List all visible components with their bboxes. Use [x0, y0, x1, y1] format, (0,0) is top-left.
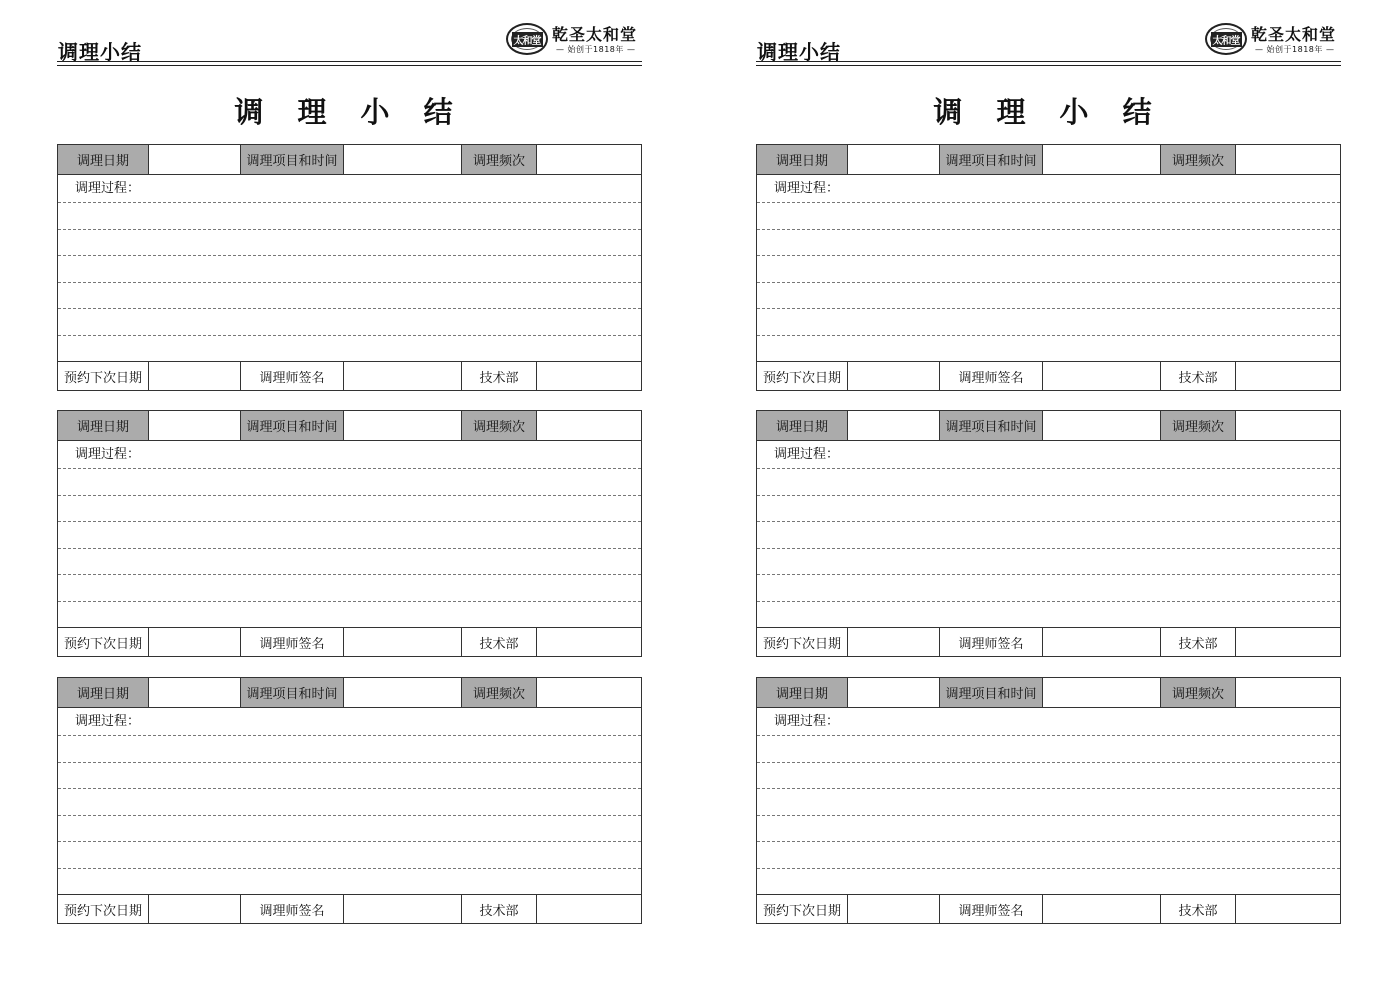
summary-block-3 — [756, 677, 1341, 924]
date-label: 调理日期 — [757, 678, 848, 707]
block-footer-row — [58, 627, 641, 656]
summary-block-2 — [756, 410, 1341, 657]
item-time-field[interactable] — [1043, 678, 1161, 707]
writing-line[interactable] — [58, 202, 641, 203]
tech-dept-field[interactable] — [537, 628, 641, 656]
next-date-label: 预约下次日期 — [58, 895, 149, 923]
writing-line[interactable] — [58, 282, 641, 283]
process-label: 调理过程： — [774, 447, 840, 462]
tech-dept-label: 技术部 — [1161, 895, 1236, 923]
writing-line[interactable] — [757, 735, 1340, 736]
writing-line[interactable] — [58, 841, 641, 842]
block-footer-row — [58, 894, 641, 923]
header-rule — [756, 65, 1341, 66]
item-time-field[interactable] — [1043, 411, 1161, 440]
writing-line[interactable] — [757, 574, 1340, 575]
writing-line[interactable] — [757, 468, 1340, 469]
next-date-field[interactable] — [149, 628, 241, 656]
therapist-signature-field[interactable] — [1043, 628, 1161, 656]
frequency-field[interactable] — [537, 411, 641, 440]
next-date-label: 预约下次日期 — [757, 628, 848, 656]
tech-dept-field[interactable] — [537, 895, 641, 923]
writing-line[interactable] — [757, 282, 1340, 283]
next-date-label: 预约下次日期 — [757, 895, 848, 923]
header-title: 调理小结 — [757, 40, 841, 64]
writing-line[interactable] — [58, 868, 641, 869]
date-label: 调理日期 — [757, 145, 848, 174]
writing-line[interactable] — [58, 335, 641, 336]
tech-dept-field[interactable] — [1236, 895, 1340, 923]
writing-line[interactable] — [58, 815, 641, 816]
writing-line[interactable] — [58, 762, 641, 763]
brand-name: 乾圣太和堂 — [552, 25, 638, 44]
writing-line[interactable] — [58, 308, 641, 309]
tech-dept-field[interactable] — [1236, 362, 1340, 390]
item-time-label: 调理项目和时间 — [940, 678, 1043, 707]
item-time-field[interactable] — [344, 145, 462, 174]
process-label: 调理过程： — [75, 181, 141, 196]
tech-dept-label: 技术部 — [462, 895, 537, 923]
next-date-field[interactable] — [149, 895, 241, 923]
tech-dept-label: 技术部 — [462, 362, 537, 390]
frequency-field[interactable] — [1236, 411, 1340, 440]
writing-line[interactable] — [58, 229, 641, 230]
frequency-field[interactable] — [1236, 678, 1340, 707]
writing-line[interactable] — [757, 255, 1340, 256]
frequency-label: 调理频次 — [462, 678, 537, 707]
next-date-label: 预约下次日期 — [58, 628, 149, 656]
block-header-row — [58, 145, 641, 175]
writing-line[interactable] — [757, 335, 1340, 336]
item-time-field[interactable] — [344, 678, 462, 707]
page-right — [756, 0, 1341, 982]
next-date-field[interactable] — [149, 362, 241, 390]
tech-dept-label: 技术部 — [1161, 362, 1236, 390]
page-title: 调 理 小 结 — [933, 95, 1164, 129]
summary-block-1 — [57, 144, 642, 391]
summary-block-1 — [756, 144, 1341, 391]
date-label: 调理日期 — [58, 678, 149, 707]
item-time-label: 调理项目和时间 — [241, 145, 344, 174]
date-label: 调理日期 — [757, 411, 848, 440]
next-date-label: 预约下次日期 — [58, 362, 149, 390]
therapist-signature-field[interactable] — [344, 362, 462, 390]
writing-line[interactable] — [757, 521, 1340, 522]
block-header-row — [58, 411, 641, 441]
next-date-field[interactable] — [848, 362, 940, 390]
writing-line[interactable] — [757, 815, 1340, 816]
frequency-label: 调理频次 — [1161, 145, 1236, 174]
therapist-signature-field[interactable] — [344, 628, 462, 656]
header-rule — [57, 61, 642, 62]
item-time-label: 调理项目和时间 — [241, 678, 344, 707]
seal-text: 太和堂 — [512, 32, 543, 47]
writing-line[interactable] — [757, 308, 1340, 309]
tech-dept-label: 技术部 — [462, 628, 537, 656]
next-date-label: 预约下次日期 — [757, 362, 848, 390]
date-field[interactable] — [848, 145, 940, 174]
therapist-signature-label: 调理师签名 — [241, 895, 344, 923]
therapist-signature-label: 调理师签名 — [940, 895, 1043, 923]
block-header-row — [757, 411, 1340, 441]
frequency-field[interactable] — [537, 145, 641, 174]
block-header-row — [757, 678, 1340, 708]
date-field[interactable] — [149, 411, 241, 440]
date-label: 调理日期 — [58, 411, 149, 440]
therapist-signature-label: 调理师签名 — [241, 628, 344, 656]
block-footer-row — [757, 894, 1340, 923]
date-label: 调理日期 — [58, 145, 149, 174]
brand-logo — [1205, 22, 1341, 58]
writing-line[interactable] — [58, 521, 641, 522]
writing-line[interactable] — [757, 229, 1340, 230]
next-date-field[interactable] — [848, 628, 940, 656]
therapist-signature-label: 调理师签名 — [241, 362, 344, 390]
frequency-field[interactable] — [537, 678, 641, 707]
date-field[interactable] — [149, 678, 241, 707]
item-time-label: 调理项目和时间 — [241, 411, 344, 440]
page-title: 调 理 小 结 — [234, 95, 465, 129]
date-field[interactable] — [848, 411, 940, 440]
writing-line[interactable] — [757, 788, 1340, 789]
therapist-signature-field[interactable] — [344, 895, 462, 923]
summary-block-2 — [57, 410, 642, 657]
writing-line[interactable] — [58, 601, 641, 602]
brand-since: — 始创于1818年 — — [556, 45, 636, 54]
writing-line[interactable] — [58, 495, 641, 496]
tech-dept-field[interactable] — [537, 362, 641, 390]
tech-dept-label: 技术部 — [1161, 628, 1236, 656]
page-header — [756, 18, 1341, 68]
brand-since: — 始创于1818年 — — [1255, 45, 1335, 54]
writing-line[interactable] — [757, 548, 1340, 549]
frequency-field[interactable] — [1236, 145, 1340, 174]
page-left — [57, 0, 642, 982]
block-footer-row — [757, 627, 1340, 656]
header-title: 调理小结 — [58, 40, 142, 64]
summary-block-3 — [57, 677, 642, 924]
process-label: 调理过程： — [75, 447, 141, 462]
next-date-field[interactable] — [848, 895, 940, 923]
block-footer-row — [58, 361, 641, 390]
date-field[interactable] — [848, 678, 940, 707]
therapist-signature-field[interactable] — [1043, 362, 1161, 390]
writing-line[interactable] — [58, 574, 641, 575]
writing-line[interactable] — [58, 255, 641, 256]
writing-line[interactable] — [757, 601, 1340, 602]
item-time-field[interactable] — [1043, 145, 1161, 174]
therapist-signature-field[interactable] — [1043, 895, 1161, 923]
writing-line[interactable] — [757, 841, 1340, 842]
frequency-label: 调理频次 — [462, 145, 537, 174]
writing-line[interactable] — [757, 495, 1340, 496]
therapist-signature-label: 调理师签名 — [940, 362, 1043, 390]
brand-logo — [506, 22, 642, 58]
writing-line[interactable] — [757, 202, 1340, 203]
writing-line[interactable] — [757, 868, 1340, 869]
writing-line[interactable] — [58, 788, 641, 789]
block-footer-row — [757, 361, 1340, 390]
therapist-signature-label: 调理师签名 — [940, 628, 1043, 656]
seal-text: 太和堂 — [1211, 32, 1242, 47]
process-label: 调理过程： — [774, 714, 840, 729]
date-field[interactable] — [149, 145, 241, 174]
page-header — [57, 18, 642, 68]
process-label: 调理过程： — [774, 181, 840, 196]
header-rule — [756, 61, 1341, 62]
block-header-row — [58, 678, 641, 708]
block-header-row — [757, 145, 1340, 175]
writing-line[interactable] — [58, 735, 641, 736]
brand-name: 乾圣太和堂 — [1251, 25, 1337, 44]
brand-seal-icon — [506, 23, 548, 55]
item-time-field[interactable] — [344, 411, 462, 440]
writing-line[interactable] — [757, 762, 1340, 763]
item-time-label: 调理项目和时间 — [940, 411, 1043, 440]
writing-line[interactable] — [58, 548, 641, 549]
item-time-label: 调理项目和时间 — [940, 145, 1043, 174]
frequency-label: 调理频次 — [1161, 411, 1236, 440]
header-rule — [57, 65, 642, 66]
tech-dept-field[interactable] — [1236, 628, 1340, 656]
frequency-label: 调理频次 — [1161, 678, 1236, 707]
brand-seal-icon — [1205, 23, 1247, 55]
writing-line[interactable] — [58, 468, 641, 469]
process-label: 调理过程： — [75, 714, 141, 729]
frequency-label: 调理频次 — [462, 411, 537, 440]
